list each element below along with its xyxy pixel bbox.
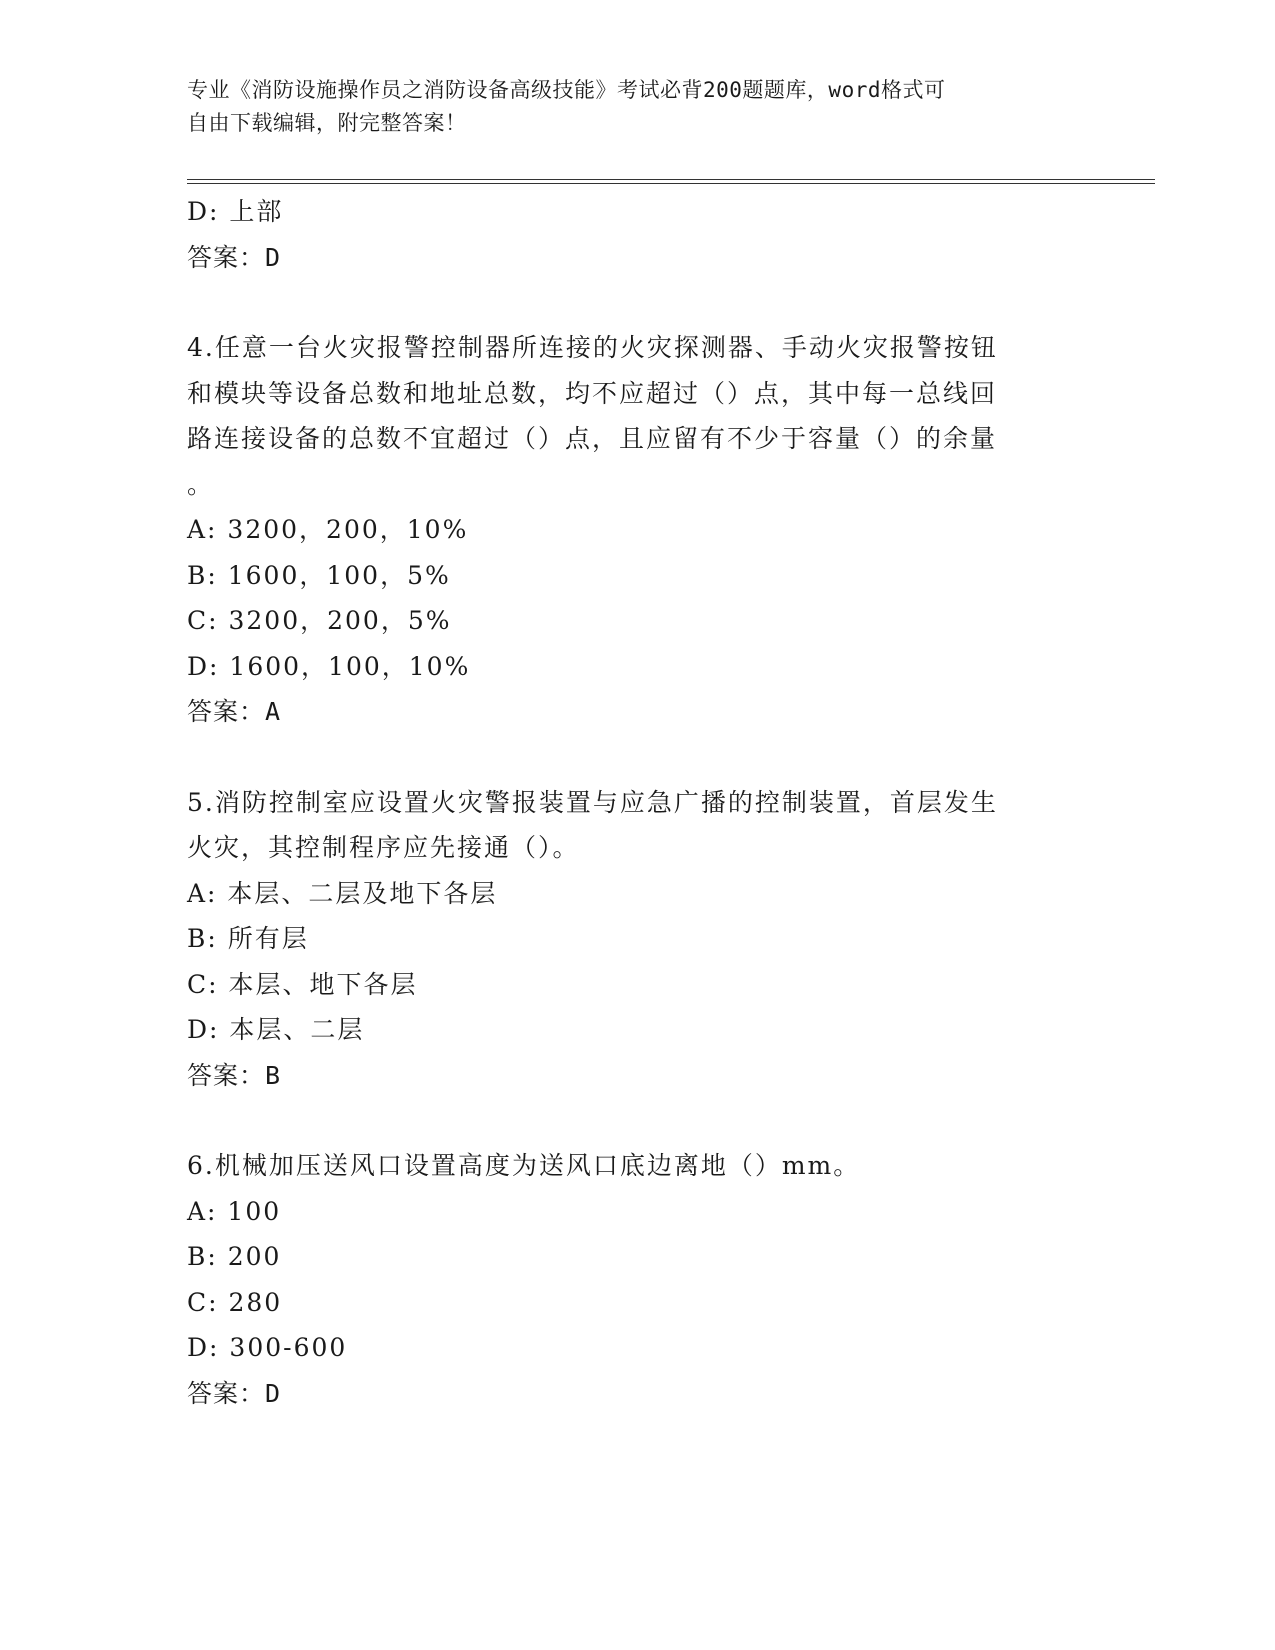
answer-line: 答案：D (187, 242, 282, 272)
option-c: C: 本层、地下各层 (187, 969, 418, 999)
question-5 (187, 780, 1067, 1099)
question-stem-line: 4.任意一台火灾报警控制器所连接的火灾探测器、手动火灾报警按钮 (187, 333, 998, 362)
option-d: D: 上部 (187, 197, 284, 226)
option-c: C: 3200，200，5% (187, 606, 452, 635)
option-b: B: 1600，100，5% (187, 560, 451, 590)
header-title-line-1: 专业《消防设施操作员之消防设备高级技能》考试必背200题题库，word格式可 (187, 78, 946, 102)
spacer (187, 1098, 1067, 1143)
question-3-tail (187, 189, 1067, 280)
spacer (187, 735, 1067, 780)
header-title-line-2: 自由下载编辑，附完整答案！ (187, 111, 467, 135)
question-stem-line: 火灾，其控制程序应先接通（）。 (187, 833, 580, 862)
question-4 (187, 325, 1067, 735)
document-header (187, 74, 1067, 140)
question-stem-line: 和模块等设备总数和地址总数，均不应超过（）点，其中每一总线回 (187, 378, 998, 408)
question-stem-line: 。 (187, 469, 215, 499)
header-divider-thick (187, 179, 1155, 180)
document-body (187, 189, 1067, 1416)
header-divider-thin (187, 183, 1155, 184)
option-d: D: 本层、二层 (187, 1015, 365, 1044)
option-b: B: 200 (187, 1242, 282, 1271)
question-6 (187, 1143, 1067, 1416)
option-d: D: 1600，100，10% (187, 651, 471, 681)
answer-line: 答案：D (187, 1378, 282, 1408)
answer-line: 答案：A (187, 697, 282, 726)
question-stem-line: 6.机械加压送风口设置高度为送风口底边离地（）mm。 (187, 1151, 861, 1180)
spacer (187, 280, 1067, 325)
option-a: A: 3200，200，10% (187, 515, 469, 544)
option-b: B: 所有层 (187, 924, 309, 953)
option-c: C: 280 (187, 1287, 283, 1317)
question-stem-line: 5.消防控制室应设置火灾警报装置与应急广播的控制装置，首层发生 (187, 787, 998, 817)
option-d: D: 300-600 (187, 1333, 348, 1362)
option-a: A: 本层、二层及地下各层 (187, 878, 498, 908)
option-a: A: 100 (187, 1196, 282, 1226)
question-stem-line: 路连接设备的总数不宜超过（）点，且应留有不少于容量（）的余量 (187, 424, 998, 453)
answer-line: 答案：B (187, 1060, 282, 1090)
